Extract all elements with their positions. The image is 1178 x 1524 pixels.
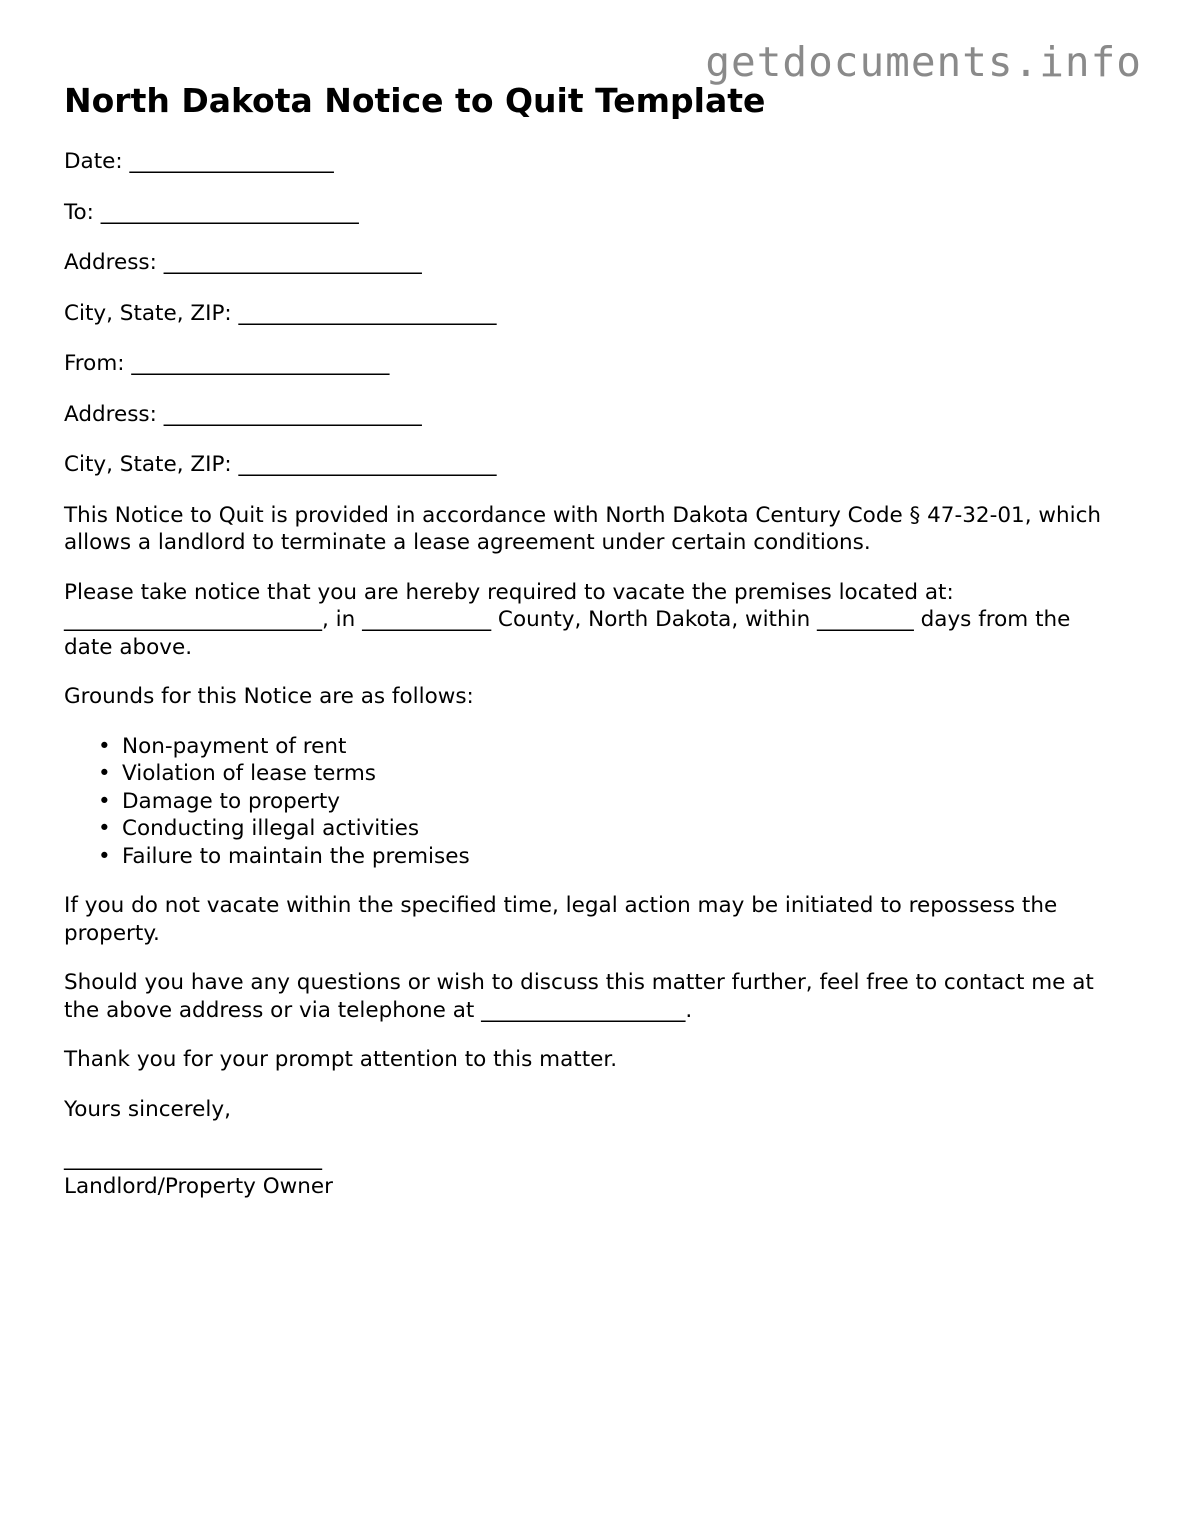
from-address-field: Address: ________________________ [64,401,422,427]
watermark: getdocuments.info [705,38,1142,86]
thanks-paragraph: Thank you for your prompt attention to this matter. [64,1047,618,1072]
list-item: • Non-payment of rent [122,733,1124,761]
to-field: To: ________________________ [64,199,359,225]
to-address-field: Address: ________________________ [64,250,422,275]
list-item: • Conducting illegal activities [122,815,1124,843]
list-item: • Damage to property [122,788,1124,816]
signature-line: ________________________ [64,1146,322,1171]
to-city-state-zip-field: City, State, ZIP: ________________________ [64,300,497,326]
document-body [64,148,1124,1200]
signature-label: Landlord/Property Owner [64,1173,333,1199]
from-field: From: ________________________ [64,351,390,376]
list-item: • Failure to maintain the premises [122,843,1124,871]
closing-line: Yours sincerely, [64,1096,231,1122]
grounds-heading: Grounds for this Notice are as follows: [64,684,474,709]
signature-block [64,1145,1124,1200]
notice-paragraph: Please take notice that you are hereby required to vacate the premises located at: ________________________, in ____________ County, North Dakota, within _________ days from the date above. [64,579,1071,660]
intro-paragraph: This Notice to Quit is provided in accordance with North Dakota Century Code § 47-32-01, which allows a landlord to terminate a lease agreement under certain conditions. [64,502,1102,555]
list-item: • Violation of lease terms [122,760,1124,788]
legal-action-paragraph: If you do not vacate within the specified time, legal action may be initiated to repossess the property. [64,893,1058,946]
contact-paragraph: Should you have any questions or wish to discuss this matter further, feel free to contact me at the above address or via telephone at ___________________. [64,970,1094,1023]
grounds-list [64,733,1124,871]
from-city-state-zip-field: City, State, ZIP: ________________________ [64,452,497,477]
date-field: Date: ___________________ [64,149,334,174]
page-title: North Dakota Notice to Quit Template [64,81,766,120]
